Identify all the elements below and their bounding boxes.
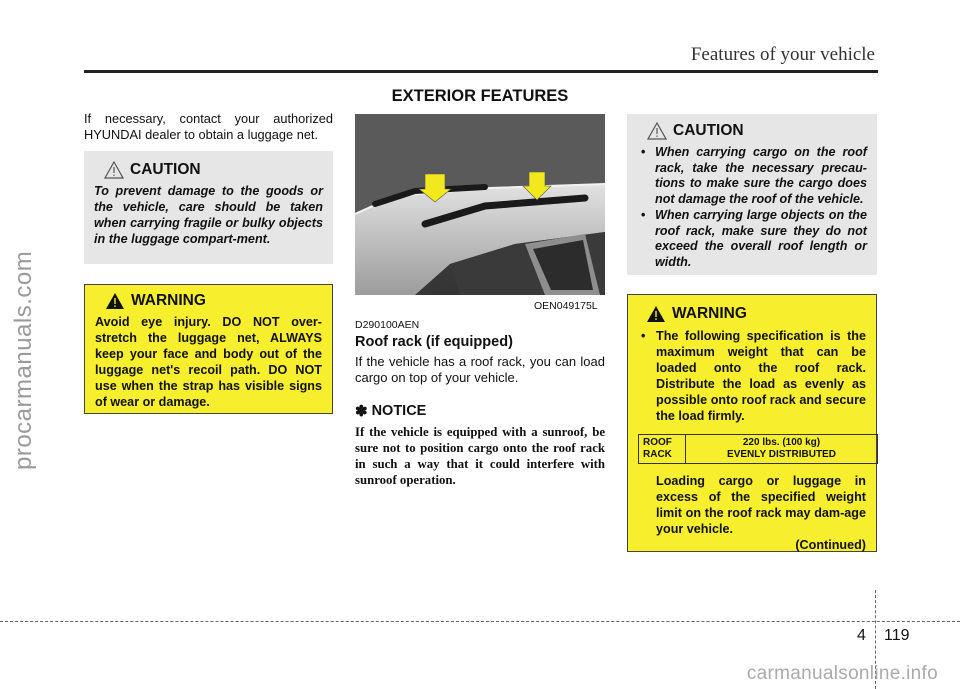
chapter-number: 4 <box>857 627 866 644</box>
section-title: EXTERIOR FEATURES <box>391 87 569 105</box>
caution-title: CAUTION <box>130 161 201 178</box>
page-number: 119 <box>884 627 910 644</box>
caution-item: • When carrying large objects on the roof rack, make sure they do not exceed the overall roof length or width. <box>637 208 867 270</box>
spec-value <box>686 435 877 463</box>
caution-text: To prevent damage to the goods or the vehicle, care should be taken when carrying fragile or bulky objects in the luggage compart-ment. <box>94 184 323 246</box>
warning-item: • The following specification is the maximum weight that can be loaded onto the roof rack. Distribute the load as evenly as possible onto roof rack and secure the load firmly. <box>636 328 868 424</box>
warning-title: WARNING <box>672 305 747 322</box>
side-watermark: procarmanuals.com <box>10 250 37 470</box>
caution-box <box>84 151 333 264</box>
spec-label-line: ROOF <box>643 437 672 448</box>
continued-label: (Continued) <box>795 538 866 552</box>
caution-list <box>637 145 867 270</box>
roof-caution-box <box>627 114 877 275</box>
caution-triangle-icon <box>104 161 124 179</box>
caution-header <box>104 161 323 179</box>
notice-title: NOTICE <box>371 403 427 419</box>
roof-rack-illustration <box>355 114 605 295</box>
spec-value-line: 220 lbs. (100 kg) <box>742 437 821 448</box>
photo-code: OEN049175L <box>534 300 598 312</box>
warning-title: WARNING <box>131 292 206 309</box>
spec-label-line: RACK <box>643 449 672 460</box>
warning-triangle-icon <box>105 292 125 310</box>
footer-rule <box>0 621 960 622</box>
intro-text: If necessary, contact your authorized HYUNDAI dealer to obtain a luggage net. <box>84 111 333 142</box>
warning-header <box>646 305 868 323</box>
warning-text: Avoid eye injury. DO NOT over-stretch the luggage net, ALWAYS keep your face and body out of the luggage net's recoil path. DO NOT use when the strap has visible signs of wear or damage. <box>95 315 322 409</box>
roof-rack-title: Roof rack (if equipped) <box>355 334 513 350</box>
section-code: D290100AEN <box>355 319 420 331</box>
notice-text: If the vehicle is equipped with a sunroof, be sure not to position cargo onto the roof rack in such a way that it could interfere with sunroof operation. <box>355 425 605 487</box>
spec-value-line: EVENLY DISTRIBUTED <box>727 449 836 460</box>
warning-triangle-icon <box>646 305 666 323</box>
warning-header <box>105 292 322 310</box>
roof-rack-text: If the vehicle has a roof rack, you can load cargo on top of your vehicle. <box>355 354 605 385</box>
roof-warning-box <box>627 294 877 552</box>
notice-mark-icon: ✽ <box>355 403 368 420</box>
spec-label <box>639 435 686 463</box>
warning-text: Loading cargo or luggage in excess of the specified weight limit on the roof rack may dam-age your vehicle. <box>656 474 866 536</box>
notice-header <box>355 402 426 420</box>
bottom-watermark: carmanualsonline.info <box>746 663 938 684</box>
caution-triangle-icon <box>647 122 667 140</box>
caution-header <box>647 122 867 140</box>
caution-item: • When carrying cargo on the roof rack, take the necessary precau-tions to make sure the cargo does not damage the roof of the vehicle. <box>637 145 867 207</box>
warning-box <box>84 284 333 414</box>
roof-rack-photo <box>355 114 605 295</box>
header-title: Features of your vehicle <box>690 44 875 65</box>
spec-table <box>638 434 878 464</box>
caution-title: CAUTION <box>673 122 744 139</box>
header-rule <box>84 70 878 73</box>
